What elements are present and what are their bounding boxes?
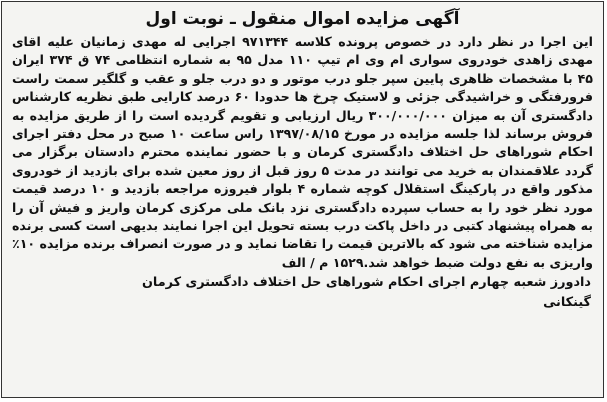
notice-signature: دادورز شعبه چهارم اجرای احکام شوراهای حل اختلاف دادگستری کرمان — [141, 275, 591, 291]
notice-title: آگهی مزایده اموال منقول ـ نوبت اول — [145, 9, 460, 29]
notice-signature-name: گینکانی — [543, 295, 591, 311]
notice-body: این اجرا در نظر دارد در خصوص پرونده کلاسه ۹۷۱۳۴۴ اجرایی له مهدی زمانیان علیه اقای مهدی زاهدی خودروی سواری ام وی ام تیپ ۱۱۰ مدل ۹۵ به شماره انتظامی ۷۴ ق ۳۷۴ ایران ۴۵ با مشخصات ظاهری پایین سپر جلو درب موتور و دو درب جلو و عقب و گلگیر سمت راست فرورفتگی و خراشیدگی جزئی و لاستیک چرخ ها حدودا ۶۰ درصد کارایی طبق نظریه کارشناس دادگستری آن به میزان ۳۰۰/۰۰۰/۰۰۰ ریال ارزیابی و تقویم گردیده است را از طریق مزایده به فروش برساند لذا جلسه مزایده در مورخ ۱۳۹۷/۰۸/۱۵ راس ساعت ۱۰ صبح در محل دفتر اجرای احکام شوراهای حل اختلاف دادگستری کرمان و با حضور نماینده محترم دادستان برگزار می گردد علاقمندان به خرید می توانند در مدت ۵ روز قبل از روز معین شده برای بازدید از خودروی مذکور واقع در پارکینگ استقلال کوچه شماره ۴ بلوار فیروزه مراجعه بازدید و ۱۰ درصد قیمت مورد نظر خود را به حساب سپرده دادگستری نزد بانک ملی مرکزی کرمان واریز و فیش آن را به همراه پیشنهاد کتبی در داخل پاکت درب بسته تحویل این اجرا نمایند بدیهی است کسی برنده مزایده شناخته می شود که بالاترین قیمت را تقاضا نماید و در صورت انصراف برنده مزایده ۱۰٪ واریزی به نفع دولت ضبط خواهد شد.۱۵۲۹ م / الف — [12, 34, 594, 270]
auction-notice — [1, 1, 604, 398]
